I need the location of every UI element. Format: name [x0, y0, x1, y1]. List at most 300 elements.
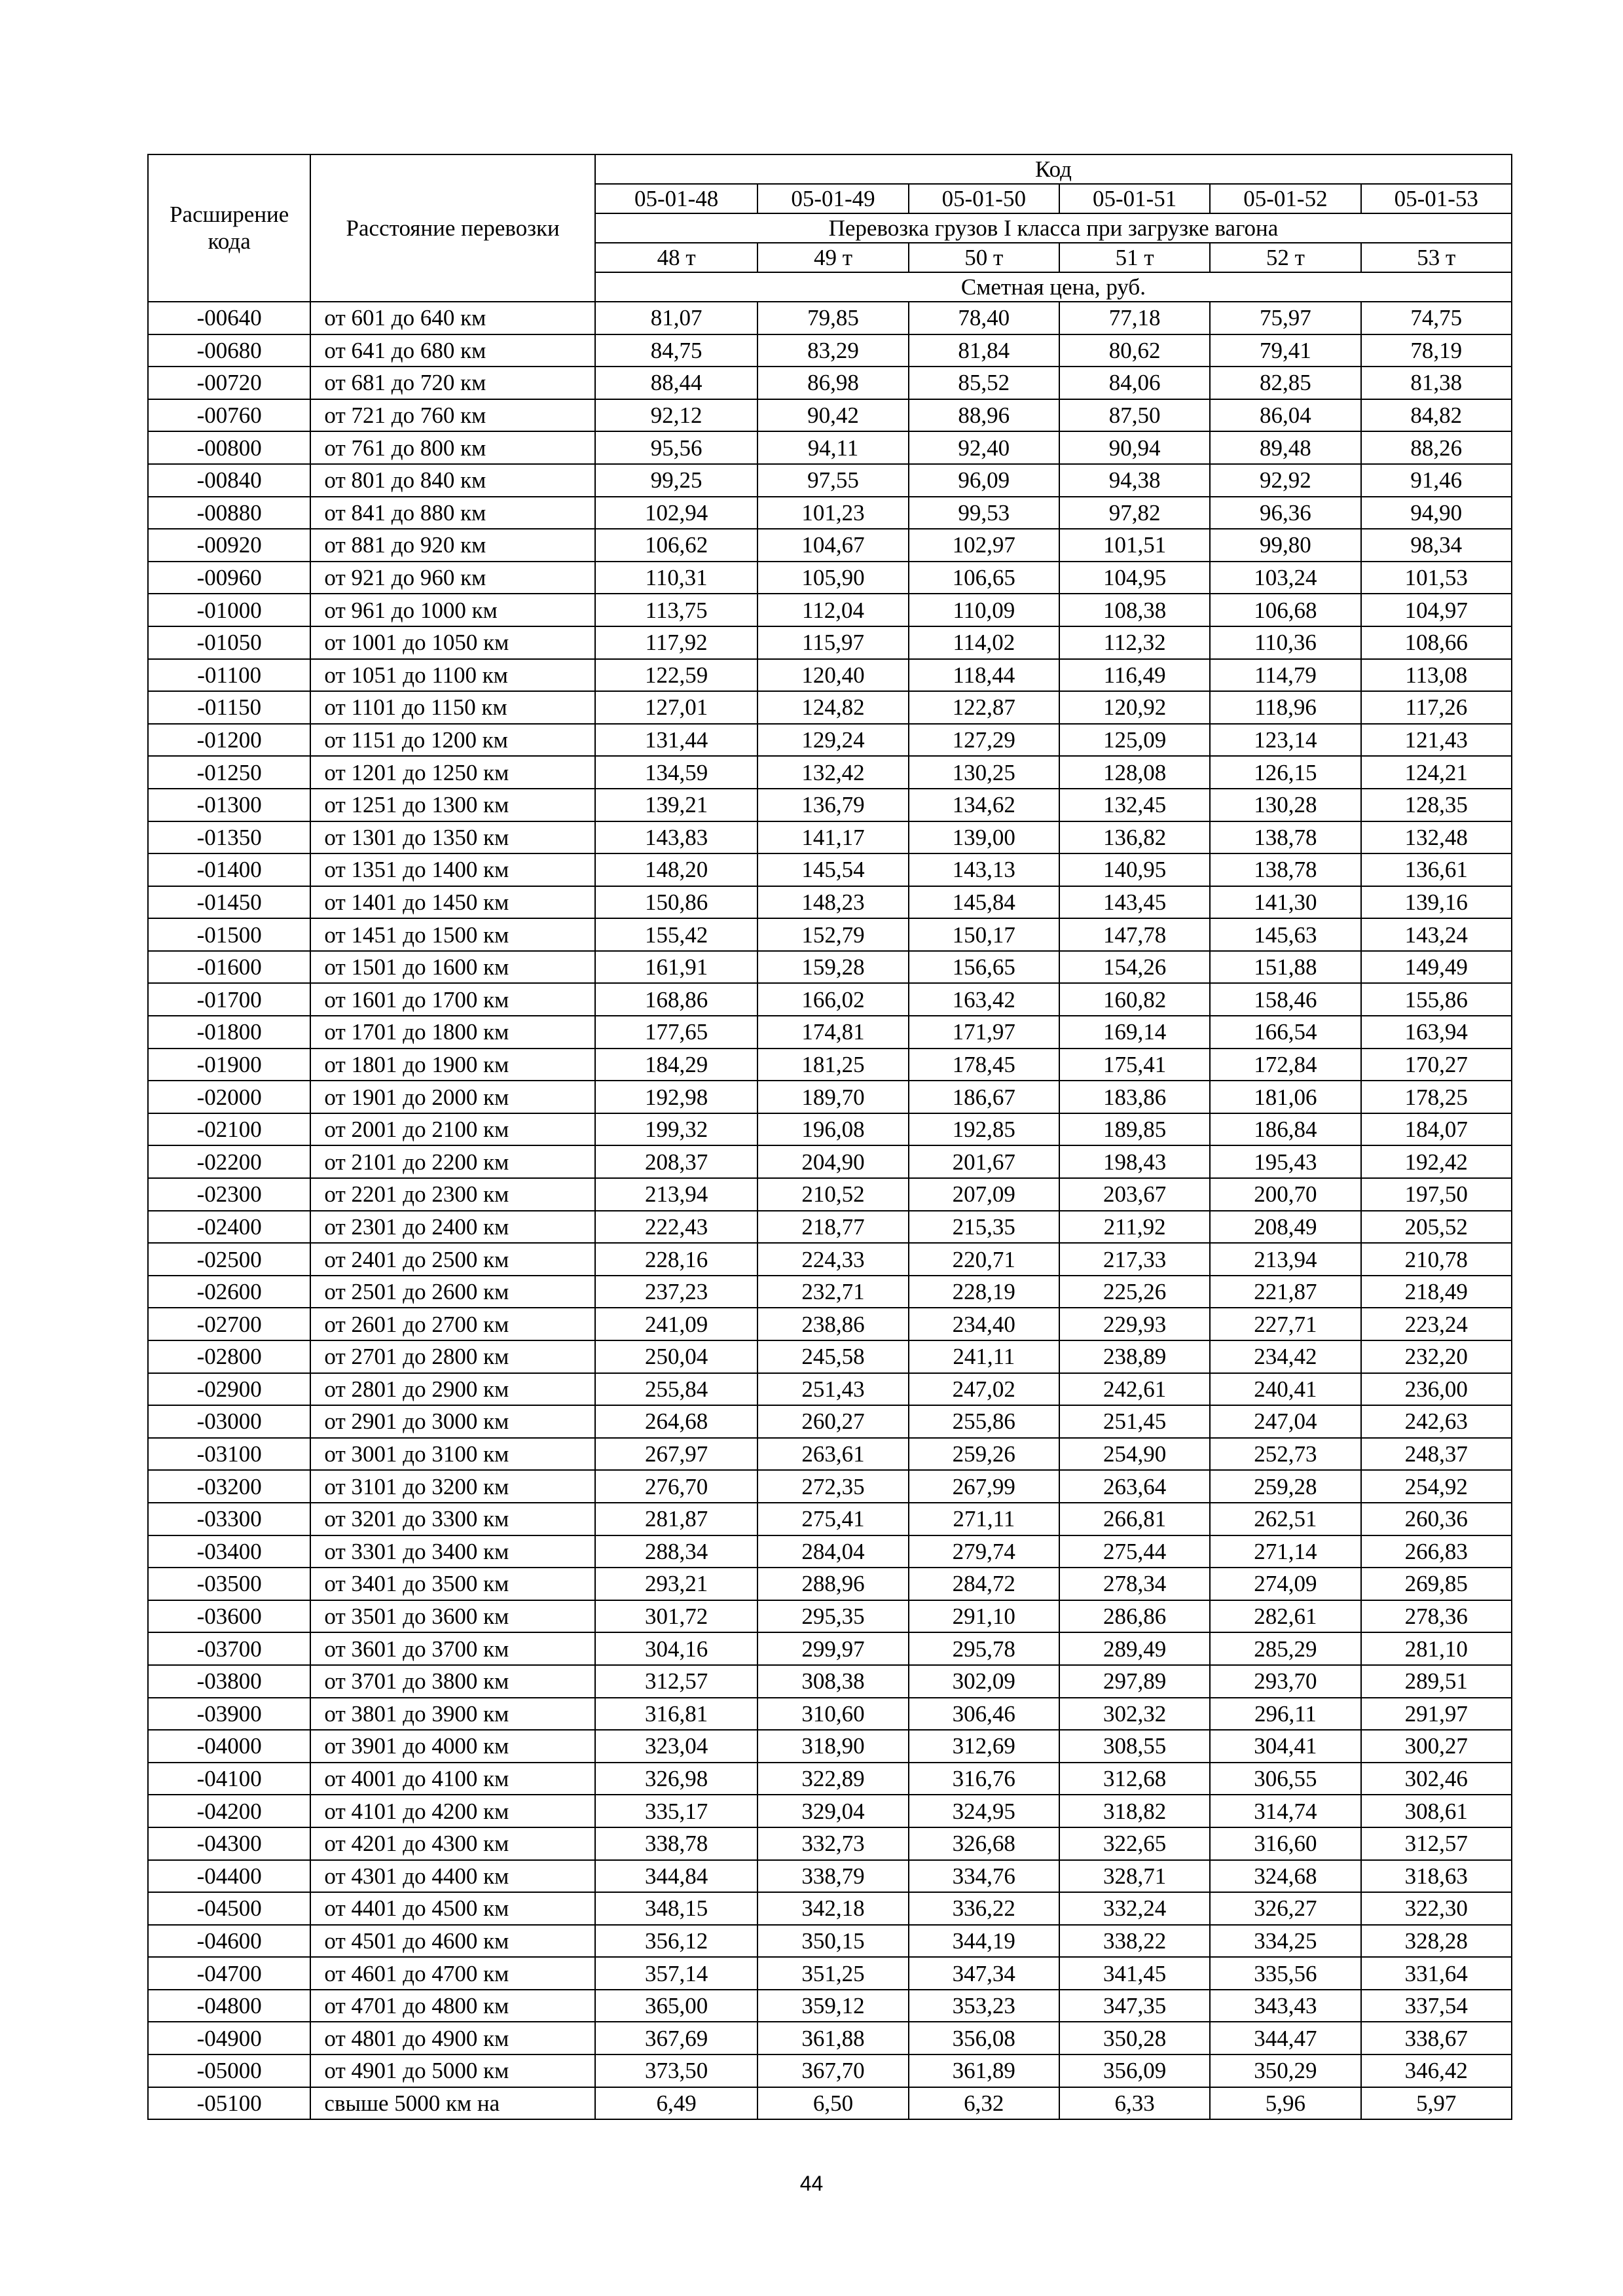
table-row: [148, 594, 1512, 626]
table-row: [148, 1145, 1512, 1178]
price-cell: 237,23: [595, 1276, 757, 1308]
ext-code-cell: -01700: [148, 983, 310, 1016]
table-row: [148, 431, 1512, 464]
header-ext-code: Расширение кода: [148, 154, 310, 302]
price-cell: 293,21: [595, 1568, 757, 1600]
price-cell: 175,41: [1059, 1049, 1210, 1081]
price-cell: 278,36: [1361, 1600, 1512, 1633]
price-cell: 75,97: [1210, 302, 1360, 334]
price-cell: 139,21: [595, 789, 757, 821]
table-row: [148, 1438, 1512, 1471]
price-cell: 267,97: [595, 1438, 757, 1471]
price-cell: 163,42: [909, 983, 1059, 1016]
price-cell: 95,56: [595, 431, 757, 464]
price-cell: 128,35: [1361, 789, 1512, 821]
ext-code-cell: -04700: [148, 1957, 310, 1990]
table-row: [148, 1503, 1512, 1535]
price-cell: 145,84: [909, 886, 1059, 919]
price-cell: 170,27: [1361, 1049, 1512, 1081]
price-cell: 116,49: [1059, 659, 1210, 692]
price-cell: 367,69: [595, 2022, 757, 2054]
distance-cell: от 1501 до 1600 км: [310, 951, 594, 984]
price-cell: 328,71: [1059, 1860, 1210, 1893]
price-cell: 140,95: [1059, 853, 1210, 886]
price-cell: 356,12: [595, 1925, 757, 1958]
distance-cell: от 1601 до 1700 км: [310, 983, 594, 1016]
table-row: [148, 2087, 1512, 2120]
price-cell: 259,26: [909, 1438, 1059, 1471]
header-distance: Расстояние перевозки: [310, 154, 594, 302]
distance-cell: от 3401 до 3500 км: [310, 1568, 594, 1600]
price-cell: 245,58: [757, 1340, 908, 1373]
price-cell: 189,85: [1059, 1113, 1210, 1146]
price-cell: 342,18: [757, 1892, 908, 1925]
price-cell: 275,41: [757, 1503, 908, 1535]
price-cell: 156,65: [909, 951, 1059, 984]
price-cell: 299,97: [757, 1632, 908, 1665]
price-cell: 338,67: [1361, 2022, 1512, 2054]
price-cell: 126,15: [1210, 756, 1360, 789]
price-cell: 324,95: [909, 1795, 1059, 1827]
price-cell: 158,46: [1210, 983, 1360, 1016]
distance-cell: от 1901 до 2000 км: [310, 1081, 594, 1113]
price-cell: 248,37: [1361, 1438, 1512, 1471]
distance-cell: от 3701 до 3800 км: [310, 1665, 594, 1698]
price-cell: 281,87: [595, 1503, 757, 1535]
price-table: [147, 154, 1512, 2120]
price-cell: 306,46: [909, 1698, 1059, 1731]
price-cell: 84,06: [1059, 367, 1210, 399]
price-cell: 302,09: [909, 1665, 1059, 1698]
price-cell: 166,54: [1210, 1016, 1360, 1049]
header-code-cell: 05-01-50: [909, 184, 1059, 213]
ext-code-cell: -02000: [148, 1081, 310, 1113]
header-load-cell: 49 т: [757, 243, 908, 272]
price-cell: 269,85: [1361, 1568, 1512, 1600]
table-row: [148, 399, 1512, 432]
price-cell: 132,45: [1059, 789, 1210, 821]
price-cell: 113,75: [595, 594, 757, 626]
price-cell: 334,25: [1210, 1925, 1360, 1958]
distance-cell: от 4701 до 4800 км: [310, 1990, 594, 2022]
price-cell: 77,18: [1059, 302, 1210, 334]
price-cell: 104,95: [1059, 562, 1210, 594]
ext-code-cell: -03900: [148, 1698, 310, 1731]
price-cell: 316,60: [1210, 1827, 1360, 1860]
price-cell: 335,56: [1210, 1957, 1360, 1990]
price-cell: 122,59: [595, 659, 757, 692]
price-cell: 297,89: [1059, 1665, 1210, 1698]
ext-code-cell: -02500: [148, 1243, 310, 1276]
price-cell: 178,45: [909, 1049, 1059, 1081]
table-row: [148, 1340, 1512, 1373]
price-cell: 220,71: [909, 1243, 1059, 1276]
distance-cell: от 4401 до 4500 км: [310, 1892, 594, 1925]
price-cell: 312,57: [595, 1665, 757, 1698]
price-cell: 92,12: [595, 399, 757, 432]
price-cell: 6,33: [1059, 2087, 1210, 2120]
price-cell: 189,70: [757, 1081, 908, 1113]
ext-code-cell: -01500: [148, 918, 310, 951]
price-cell: 101,51: [1059, 529, 1210, 562]
price-cell: 213,94: [595, 1178, 757, 1211]
price-cell: 92,40: [909, 431, 1059, 464]
price-cell: 332,24: [1059, 1892, 1210, 1925]
distance-cell: от 4601 до 4700 км: [310, 1957, 594, 1990]
price-cell: 203,67: [1059, 1178, 1210, 1211]
table-row: [148, 626, 1512, 659]
distance-cell: от 4001 до 4100 км: [310, 1763, 594, 1795]
table-row: [148, 1600, 1512, 1633]
price-cell: 5,97: [1361, 2087, 1512, 2120]
price-cell: 238,89: [1059, 1340, 1210, 1373]
table-row: [148, 853, 1512, 886]
price-cell: 86,98: [757, 367, 908, 399]
ext-code-cell: -02300: [148, 1178, 310, 1211]
price-cell: 356,09: [1059, 2054, 1210, 2087]
table-row: [148, 691, 1512, 724]
distance-cell: от 2201 до 2300 км: [310, 1178, 594, 1211]
price-cell: 324,68: [1210, 1860, 1360, 1893]
table-row: [148, 334, 1512, 367]
price-cell: 81,84: [909, 334, 1059, 367]
price-cell: 136,82: [1059, 821, 1210, 854]
price-cell: 281,10: [1361, 1632, 1512, 1665]
price-cell: 81,38: [1361, 367, 1512, 399]
price-cell: 145,63: [1210, 918, 1360, 951]
price-cell: 282,61: [1210, 1600, 1360, 1633]
price-cell: 295,78: [909, 1632, 1059, 1665]
price-cell: 223,24: [1361, 1308, 1512, 1340]
price-cell: 293,70: [1210, 1665, 1360, 1698]
price-cell: 120,40: [757, 659, 908, 692]
ext-code-cell: -03000: [148, 1405, 310, 1438]
distance-cell: от 4301 до 4400 км: [310, 1860, 594, 1893]
price-cell: 328,28: [1361, 1925, 1512, 1958]
ext-code-cell: -00840: [148, 464, 310, 497]
table-row: [148, 1470, 1512, 1503]
price-cell: 186,67: [909, 1081, 1059, 1113]
ext-code-cell: -03400: [148, 1535, 310, 1568]
price-cell: 241,11: [909, 1340, 1059, 1373]
price-cell: 289,51: [1361, 1665, 1512, 1698]
price-cell: 241,09: [595, 1308, 757, 1340]
ext-code-cell: -03200: [148, 1470, 310, 1503]
ext-code-cell: -01350: [148, 821, 310, 854]
table-row: [148, 302, 1512, 334]
price-cell: 254,90: [1059, 1438, 1210, 1471]
distance-cell: от 4101 до 4200 км: [310, 1795, 594, 1827]
price-cell: 262,51: [1210, 1503, 1360, 1535]
price-cell: 196,08: [757, 1113, 908, 1146]
table-row: [148, 789, 1512, 821]
distance-cell: от 2401 до 2500 км: [310, 1243, 594, 1276]
distance-cell: от 2501 до 2600 км: [310, 1276, 594, 1308]
header-load-cell: 50 т: [909, 243, 1059, 272]
price-cell: 215,35: [909, 1211, 1059, 1244]
price-cell: 296,11: [1210, 1698, 1360, 1731]
table-row: [148, 1049, 1512, 1081]
price-cell: 316,81: [595, 1698, 757, 1731]
price-cell: 228,19: [909, 1276, 1059, 1308]
price-cell: 318,82: [1059, 1795, 1210, 1827]
price-cell: 114,79: [1210, 659, 1360, 692]
ext-code-cell: -04200: [148, 1795, 310, 1827]
table-row: [148, 1113, 1512, 1146]
ext-code-cell: -03300: [148, 1503, 310, 1535]
price-cell: 302,46: [1361, 1763, 1512, 1795]
price-cell: 227,71: [1210, 1308, 1360, 1340]
table-row: [148, 983, 1512, 1016]
price-cell: 117,92: [595, 626, 757, 659]
table-row: [148, 1535, 1512, 1568]
price-cell: 5,96: [1210, 2087, 1360, 2120]
price-cell: 272,35: [757, 1470, 908, 1503]
price-cell: 98,34: [1361, 529, 1512, 562]
price-cell: 254,92: [1361, 1470, 1512, 1503]
price-cell: 332,73: [757, 1827, 908, 1860]
price-cell: 92,92: [1210, 464, 1360, 497]
price-cell: 115,97: [757, 626, 908, 659]
distance-cell: от 1201 до 1250 км: [310, 756, 594, 789]
distance-cell: от 1151 до 1200 км: [310, 724, 594, 757]
price-cell: 210,52: [757, 1178, 908, 1211]
price-cell: 210,78: [1361, 1243, 1512, 1276]
price-cell: 148,20: [595, 853, 757, 886]
price-cell: 90,42: [757, 399, 908, 432]
ext-code-cell: -04000: [148, 1730, 310, 1763]
distance-cell: от 4501 до 4600 км: [310, 1925, 594, 1958]
price-cell: 326,27: [1210, 1892, 1360, 1925]
price-cell: 6,32: [909, 2087, 1059, 2120]
price-cell: 208,49: [1210, 1211, 1360, 1244]
price-cell: 308,55: [1059, 1730, 1210, 1763]
price-cell: 105,90: [757, 562, 908, 594]
price-cell: 351,25: [757, 1957, 908, 1990]
table-row: [148, 886, 1512, 919]
price-cell: 365,00: [595, 1990, 757, 2022]
price-cell: 322,65: [1059, 1827, 1210, 1860]
distance-cell: от 721 до 760 км: [310, 399, 594, 432]
price-cell: 312,68: [1059, 1763, 1210, 1795]
price-cell: 301,72: [595, 1600, 757, 1633]
table-row: [148, 1016, 1512, 1049]
distance-cell: от 921 до 960 км: [310, 562, 594, 594]
price-cell: 132,48: [1361, 821, 1512, 854]
price-cell: 285,29: [1210, 1632, 1360, 1665]
price-cell: 166,02: [757, 983, 908, 1016]
price-cell: 163,94: [1361, 1016, 1512, 1049]
price-cell: 171,97: [909, 1016, 1059, 1049]
price-cell: 88,96: [909, 399, 1059, 432]
price-cell: 94,90: [1361, 497, 1512, 529]
price-cell: 304,41: [1210, 1730, 1360, 1763]
price-cell: 260,27: [757, 1405, 908, 1438]
price-cell: 106,62: [595, 529, 757, 562]
price-cell: 110,31: [595, 562, 757, 594]
price-cell: 274,09: [1210, 1568, 1360, 1600]
table-row: [148, 2022, 1512, 2054]
distance-cell: от 1801 до 1900 км: [310, 1049, 594, 1081]
price-cell: 357,14: [595, 1957, 757, 1990]
price-cell: 344,47: [1210, 2022, 1360, 2054]
price-cell: 222,43: [595, 1211, 757, 1244]
price-cell: 99,80: [1210, 529, 1360, 562]
price-cell: 130,28: [1210, 789, 1360, 821]
table-row: [148, 1698, 1512, 1731]
price-cell: 247,04: [1210, 1405, 1360, 1438]
price-cell: 199,32: [595, 1113, 757, 1146]
distance-cell: от 2601 до 2700 км: [310, 1308, 594, 1340]
distance-cell: от 2101 до 2200 км: [310, 1145, 594, 1178]
ext-code-cell: -03700: [148, 1632, 310, 1665]
price-cell: 334,76: [909, 1860, 1059, 1893]
price-cell: 186,84: [1210, 1113, 1360, 1146]
price-cell: 103,24: [1210, 562, 1360, 594]
price-cell: 155,86: [1361, 983, 1512, 1016]
ext-code-cell: -02800: [148, 1340, 310, 1373]
price-cell: 213,94: [1210, 1243, 1360, 1276]
ext-code-cell: -00680: [148, 334, 310, 367]
table-row: [148, 1990, 1512, 2022]
table-row: [148, 1243, 1512, 1276]
distance-cell: от 1451 до 1500 км: [310, 918, 594, 951]
price-cell: 221,87: [1210, 1276, 1360, 1308]
price-cell: 291,10: [909, 1600, 1059, 1633]
table-row: [148, 1211, 1512, 1244]
distance-cell: от 1701 до 1800 км: [310, 1016, 594, 1049]
price-cell: 361,88: [757, 2022, 908, 2054]
distance-cell: от 681 до 720 км: [310, 367, 594, 399]
ext-code-cell: -04900: [148, 2022, 310, 2054]
price-cell: 344,19: [909, 1925, 1059, 1958]
distance-cell: свыше 5000 км на: [310, 2087, 594, 2120]
price-cell: 114,02: [909, 626, 1059, 659]
price-cell: 104,67: [757, 529, 908, 562]
price-cell: 356,08: [909, 2022, 1059, 2054]
ext-code-cell: -03800: [148, 1665, 310, 1698]
price-cell: 78,19: [1361, 334, 1512, 367]
table-row: [148, 464, 1512, 497]
price-cell: 314,74: [1210, 1795, 1360, 1827]
price-cell: 318,63: [1361, 1860, 1512, 1893]
price-cell: 308,38: [757, 1665, 908, 1698]
price-cell: 136,61: [1361, 853, 1512, 886]
price-cell: 359,12: [757, 1990, 908, 2022]
table-row: [148, 1665, 1512, 1698]
ext-code-cell: -04600: [148, 1925, 310, 1958]
table-row: [148, 951, 1512, 984]
distance-cell: от 1001 до 1050 км: [310, 626, 594, 659]
ext-code-cell: -04800: [148, 1990, 310, 2022]
price-cell: 184,07: [1361, 1113, 1512, 1146]
ext-code-cell: -01200: [148, 724, 310, 757]
price-cell: 284,04: [757, 1535, 908, 1568]
price-cell: 312,69: [909, 1730, 1059, 1763]
ext-code-cell: -04400: [148, 1860, 310, 1893]
price-cell: 145,54: [757, 853, 908, 886]
price-cell: 138,78: [1210, 821, 1360, 854]
price-cell: 124,21: [1361, 756, 1512, 789]
distance-cell: от 641 до 680 км: [310, 334, 594, 367]
price-cell: 255,84: [595, 1373, 757, 1406]
price-cell: 129,24: [757, 724, 908, 757]
price-cell: 81,07: [595, 302, 757, 334]
price-cell: 151,88: [1210, 951, 1360, 984]
distance-cell: от 3801 до 3900 км: [310, 1698, 594, 1731]
distance-cell: от 1051 до 1100 км: [310, 659, 594, 692]
distance-cell: от 4801 до 4900 км: [310, 2022, 594, 2054]
price-cell: 91,46: [1361, 464, 1512, 497]
price-cell: 150,17: [909, 918, 1059, 951]
page-number: 44: [799, 2172, 824, 2195]
price-cell: 108,66: [1361, 626, 1512, 659]
price-cell: 251,43: [757, 1373, 908, 1406]
price-cell: 225,26: [1059, 1276, 1210, 1308]
price-cell: 302,32: [1059, 1698, 1210, 1731]
price-cell: 88,26: [1361, 431, 1512, 464]
price-cell: 122,87: [909, 691, 1059, 724]
distance-cell: от 1301 до 1350 км: [310, 821, 594, 854]
price-cell: 238,86: [757, 1308, 908, 1340]
price-cell: 347,34: [909, 1957, 1059, 1990]
price-cell: 94,38: [1059, 464, 1210, 497]
table-row: [148, 1827, 1512, 1860]
price-cell: 97,82: [1059, 497, 1210, 529]
ext-code-cell: -01400: [148, 853, 310, 886]
price-cell: 232,71: [757, 1276, 908, 1308]
price-cell: 323,04: [595, 1730, 757, 1763]
table-row: [148, 1860, 1512, 1893]
price-cell: 291,97: [1361, 1698, 1512, 1731]
price-cell: 260,36: [1361, 1503, 1512, 1535]
price-cell: 181,25: [757, 1049, 908, 1081]
price-cell: 80,62: [1059, 334, 1210, 367]
price-cell: 343,43: [1210, 1990, 1360, 2022]
table-row: [148, 1730, 1512, 1763]
distance-cell: от 601 до 640 км: [310, 302, 594, 334]
price-cell: 169,14: [1059, 1016, 1210, 1049]
price-cell: 143,24: [1361, 918, 1512, 951]
table-row: [148, 1308, 1512, 1340]
ext-code-cell: -01450: [148, 886, 310, 919]
price-cell: 174,81: [757, 1016, 908, 1049]
price-cell: 118,96: [1210, 691, 1360, 724]
price-cell: 83,29: [757, 334, 908, 367]
table-row: [148, 1568, 1512, 1600]
price-cell: 112,32: [1059, 626, 1210, 659]
price-cell: 84,82: [1361, 399, 1512, 432]
price-cell: 205,52: [1361, 1211, 1512, 1244]
price-cell: 99,53: [909, 497, 1059, 529]
price-cell: 141,17: [757, 821, 908, 854]
price-cell: 113,08: [1361, 659, 1512, 692]
price-cell: 201,67: [909, 1145, 1059, 1178]
price-cell: 123,14: [1210, 724, 1360, 757]
price-cell: 143,13: [909, 853, 1059, 886]
distance-cell: от 4901 до 5000 км: [310, 2054, 594, 2087]
table-row: [148, 1276, 1512, 1308]
ext-code-cell: -00760: [148, 399, 310, 432]
price-cell: 121,43: [1361, 724, 1512, 757]
price-cell: 338,22: [1059, 1925, 1210, 1958]
price-cell: 338,79: [757, 1860, 908, 1893]
table-row: [148, 918, 1512, 951]
price-cell: 300,27: [1361, 1730, 1512, 1763]
price-cell: 132,42: [757, 756, 908, 789]
price-cell: 306,55: [1210, 1763, 1360, 1795]
price-cell: 326,98: [595, 1763, 757, 1795]
